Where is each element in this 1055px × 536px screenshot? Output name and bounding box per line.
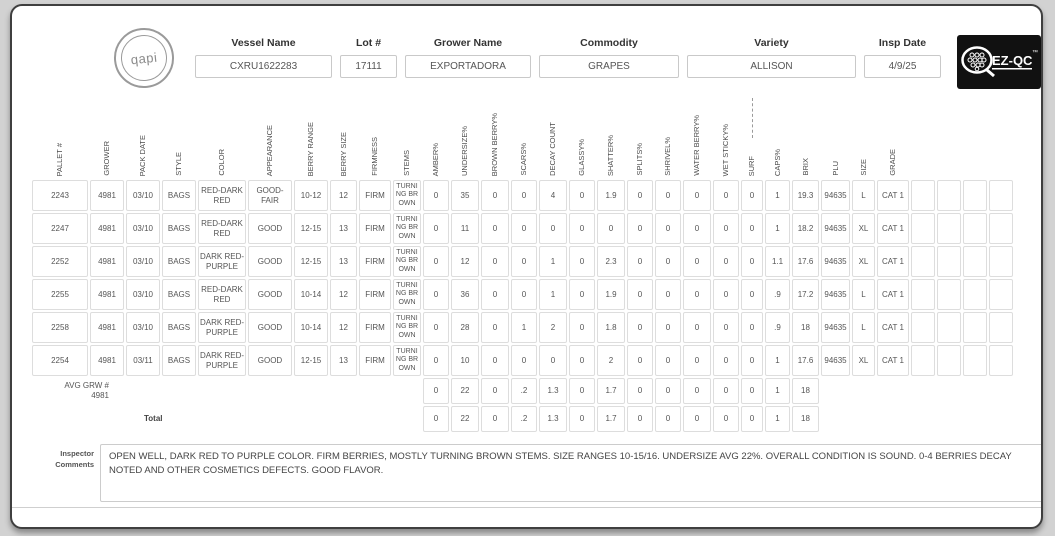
table-cell: DARK RED-PURPLE xyxy=(198,345,246,376)
table-cell: 2 xyxy=(539,312,567,343)
table-cell: 0 xyxy=(539,213,567,244)
table-cell: 0 xyxy=(569,378,595,404)
qapi-logo-text: qapi xyxy=(129,49,158,67)
column-header: FIRMNESS xyxy=(370,137,380,176)
field-label: Insp Date xyxy=(878,37,927,49)
table-cell: 0 xyxy=(481,279,509,310)
column-header xyxy=(911,92,935,178)
table-cell: FIRM xyxy=(359,246,391,277)
table-cell: CAT 1 xyxy=(877,246,909,277)
table-cell: 28 xyxy=(451,312,479,343)
table-cell: 0 xyxy=(569,213,595,244)
table-cell: RED-DARK RED xyxy=(198,180,246,211)
table-cell: 0 xyxy=(741,180,763,211)
table-cell xyxy=(911,279,935,310)
table-cell: L xyxy=(852,279,875,310)
field-lot-number xyxy=(340,37,397,78)
table-cell: FIRM xyxy=(359,180,391,211)
avg-row xyxy=(32,378,1013,404)
table-cell: 36 xyxy=(451,279,479,310)
field-value: EXPORTADORA xyxy=(405,55,531,78)
table-cell: 10-14 xyxy=(294,279,328,310)
total-row-label: Total xyxy=(144,414,163,424)
table-cell: BAGS xyxy=(162,279,196,310)
table-cell: 0 xyxy=(655,312,681,343)
table-cell: 10-14 xyxy=(294,312,328,343)
table-cell: XL xyxy=(852,345,875,376)
table-cell xyxy=(963,213,987,244)
table-cell: 0 xyxy=(511,279,537,310)
table-cell: FIRM xyxy=(359,345,391,376)
table-row xyxy=(32,180,1013,211)
column-header: STYLE xyxy=(174,152,184,176)
table-cell: 17.6 xyxy=(792,246,819,277)
table-cell: 1.9 xyxy=(597,180,625,211)
table-cell xyxy=(911,213,935,244)
table-cell: 2255 xyxy=(32,279,88,310)
table-cell: 94635 xyxy=(821,312,850,343)
table-cell xyxy=(989,279,1013,310)
column-header: APPEARANCE xyxy=(265,124,275,176)
table-cell xyxy=(911,345,935,376)
field-value: 4/9/25 xyxy=(864,55,941,78)
table-cell: 4981 xyxy=(90,312,124,343)
table-row xyxy=(32,345,1013,376)
field-value: CXRU1622283 xyxy=(195,55,332,78)
table-cell: GOOD xyxy=(248,312,292,343)
table-cell xyxy=(937,213,961,244)
field-value: ALLISON xyxy=(687,55,856,78)
table-cell: 03/10 xyxy=(126,180,160,211)
field-vessel-name xyxy=(195,37,332,78)
report-table xyxy=(30,90,1015,434)
table-cell: CAT 1 xyxy=(877,279,909,310)
table-cell: 2.3 xyxy=(597,246,625,277)
table-cell: 0 xyxy=(655,345,681,376)
column-header: SCARS% xyxy=(519,143,529,176)
column-header: UNDERSIZE% xyxy=(460,125,470,176)
table-cell: GOOD xyxy=(248,213,292,244)
table-cell: 2 xyxy=(597,345,625,376)
table-cell: 0 xyxy=(481,246,509,277)
table-cell: 4981 xyxy=(90,279,124,310)
table-cell: 0 xyxy=(741,213,763,244)
table-cell: 0 xyxy=(627,312,653,343)
table-cell xyxy=(963,345,987,376)
table-cell: 0 xyxy=(683,378,711,404)
column-header: PACK DATE xyxy=(138,134,148,176)
table-cell xyxy=(911,312,935,343)
table-cell: 0 xyxy=(511,213,537,244)
table-cell xyxy=(989,180,1013,211)
table-cell: TURNING BROWN xyxy=(393,213,421,244)
table-cell: BAGS xyxy=(162,345,196,376)
column-header: WET STICKY% xyxy=(721,123,731,176)
table-cell: 17.2 xyxy=(792,279,819,310)
table-cell: 12 xyxy=(451,246,479,277)
table-cell: 11 xyxy=(451,213,479,244)
comments-label xyxy=(28,449,94,470)
table-cell: 0 xyxy=(683,213,711,244)
table-cell: TURNING BROWN xyxy=(393,312,421,343)
table-cell: 0 xyxy=(627,213,653,244)
table-cell: 03/10 xyxy=(126,279,160,310)
table-cell: 03/10 xyxy=(126,312,160,343)
table-cell: 0 xyxy=(423,246,449,277)
table-cell: 0 xyxy=(539,345,567,376)
column-header: BERRY SIZE xyxy=(338,131,348,176)
table-cell: 0 xyxy=(655,180,681,211)
column-header: COLOR xyxy=(217,149,227,176)
table-cell: CAT 1 xyxy=(877,312,909,343)
table-cell: 0 xyxy=(569,246,595,277)
table-cell: 0 xyxy=(683,345,711,376)
table-cell: 0 xyxy=(481,213,509,244)
table-row xyxy=(32,246,1013,277)
table-cell xyxy=(989,312,1013,343)
table-cell: 0 xyxy=(569,406,595,432)
table-cell: .9 xyxy=(765,312,790,343)
table-cell: 2254 xyxy=(32,345,88,376)
field-value: GRAPES xyxy=(539,55,679,78)
table-cell: 1 xyxy=(539,246,567,277)
table-cell: 0 xyxy=(741,246,763,277)
table-cell: CAT 1 xyxy=(877,213,909,244)
table-cell: FIRM xyxy=(359,312,391,343)
table-cell xyxy=(963,246,987,277)
comments-label-line1: Inspector xyxy=(60,449,94,458)
table-cell: 94635 xyxy=(821,180,850,211)
column-header: STEMS xyxy=(402,150,412,176)
table-cell: 0 xyxy=(627,406,653,432)
dashed-divider xyxy=(752,98,753,138)
table-cell: 10 xyxy=(451,345,479,376)
ezqc-logo-text: EZ-QC xyxy=(992,53,1033,68)
table-cell: 0 xyxy=(423,279,449,310)
table-cell: 0 xyxy=(683,312,711,343)
table-cell: 1.1 xyxy=(765,246,790,277)
table-cell: 1 xyxy=(765,406,790,432)
table-cell: DARK RED-PURPLE xyxy=(198,312,246,343)
table-cell: 94635 xyxy=(821,345,850,376)
table-cell xyxy=(989,246,1013,277)
table-cell: 0 xyxy=(713,378,739,404)
column-header: PALLET # xyxy=(55,142,65,176)
table-row xyxy=(32,279,1013,310)
column-header: SIZE xyxy=(858,159,868,176)
table-cell: 0 xyxy=(713,345,739,376)
table-cell: XL xyxy=(852,213,875,244)
table-cell: 0 xyxy=(713,279,739,310)
table-cell: 4 xyxy=(539,180,567,211)
table-cell: BAGS xyxy=(162,312,196,343)
total-row xyxy=(32,406,1013,432)
table-cell: 18 xyxy=(792,312,819,343)
table-cell: CAT 1 xyxy=(877,345,909,376)
table-cell: 12 xyxy=(330,279,357,310)
table-cell: 0 xyxy=(481,312,509,343)
table-cell: 0 xyxy=(481,406,509,432)
field-value: 17111 xyxy=(340,55,397,78)
table-cell: 0 xyxy=(741,345,763,376)
column-header: SURF xyxy=(741,92,763,178)
field-insp-date xyxy=(864,37,941,78)
table-cell: GOOD xyxy=(248,279,292,310)
column-header: BROWN BERRY% xyxy=(490,112,500,176)
table-cell: 19.3 xyxy=(792,180,819,211)
table-cell: 13 xyxy=(330,345,357,376)
table-cell: GOOD xyxy=(248,246,292,277)
table-cell: FIRM xyxy=(359,279,391,310)
footer-divider xyxy=(12,507,1041,508)
table-cell: 94635 xyxy=(821,279,850,310)
table-cell: .9 xyxy=(765,279,790,310)
table-cell: 0 xyxy=(423,213,449,244)
table-cell: 0 xyxy=(713,312,739,343)
table-cell: 03/10 xyxy=(126,213,160,244)
column-header: CAPS% xyxy=(772,148,782,176)
table-cell: 0 xyxy=(569,180,595,211)
field-label: Grower Name xyxy=(433,37,503,49)
table-cell: 12 xyxy=(330,180,357,211)
column-header: WATER BERRY% xyxy=(692,115,702,176)
table-cell: 12 xyxy=(330,312,357,343)
table-cell: 0 xyxy=(511,345,537,376)
table-cell: 94635 xyxy=(821,213,850,244)
empty-cell xyxy=(821,406,1013,432)
table-cell: 0 xyxy=(569,312,595,343)
table-cell: L xyxy=(852,312,875,343)
table-cell: DARK RED-PURPLE xyxy=(198,246,246,277)
qapi-logo xyxy=(111,25,177,91)
ezqc-tm-mark: ™ xyxy=(1032,50,1038,56)
table-cell: 0 xyxy=(655,279,681,310)
table-wrapper xyxy=(30,90,1015,434)
column-header: BRIX xyxy=(800,158,810,176)
field-label: Variety xyxy=(754,37,789,49)
table-cell: .2 xyxy=(511,378,537,404)
table-cell: 0 xyxy=(683,246,711,277)
table-cell: 0 xyxy=(511,246,537,277)
table-cell: 0 xyxy=(597,213,625,244)
table-cell: 4981 xyxy=(90,213,124,244)
table-cell: 1 xyxy=(765,180,790,211)
table-cell: .2 xyxy=(511,406,537,432)
table-cell: 13 xyxy=(330,213,357,244)
avg-row-label: AVG GRW # 4981 xyxy=(64,381,109,400)
column-header: GRADE xyxy=(888,149,898,176)
table-cell: 1 xyxy=(765,213,790,244)
table-cell: 0 xyxy=(741,312,763,343)
table-cell: 0 xyxy=(423,406,449,432)
field-variety xyxy=(687,37,856,78)
table-cell: 0 xyxy=(423,345,449,376)
field-label: Lot # xyxy=(355,37,382,49)
table-cell: 1.7 xyxy=(597,378,625,404)
table-cell: 03/11 xyxy=(126,345,160,376)
table-cell xyxy=(963,279,987,310)
table-cell: 1.8 xyxy=(597,312,625,343)
column-header: DECAY COUNT xyxy=(548,122,558,176)
table-cell: L xyxy=(852,180,875,211)
table-cell: 0 xyxy=(627,279,653,310)
column-header: GLASSY% xyxy=(577,139,587,176)
table-cell: 4981 xyxy=(90,246,124,277)
table-cell: TURNING BROWN xyxy=(393,180,421,211)
table-cell: 22 xyxy=(451,378,479,404)
table-cell: 0 xyxy=(627,378,653,404)
table-cell: 1 xyxy=(511,312,537,343)
table-cell: 17.6 xyxy=(792,345,819,376)
table-cell: CAT 1 xyxy=(877,180,909,211)
table-cell xyxy=(937,312,961,343)
table-cell: 03/10 xyxy=(126,246,160,277)
table-cell: 0 xyxy=(655,213,681,244)
table-cell: 12-15 xyxy=(294,345,328,376)
grape-icon xyxy=(959,38,1039,86)
column-header: PLU xyxy=(830,161,840,176)
table-cell: 0 xyxy=(569,345,595,376)
table-cell: 18 xyxy=(792,406,819,432)
table-cell xyxy=(937,345,961,376)
table-cell: 1.3 xyxy=(539,406,567,432)
table-cell: RED-DARK RED xyxy=(198,279,246,310)
column-header: AMBER% xyxy=(431,142,441,176)
field-grower-name xyxy=(405,37,531,78)
table-cell xyxy=(963,312,987,343)
column-header xyxy=(963,92,987,178)
table-cell: 18 xyxy=(792,378,819,404)
table-cell xyxy=(937,279,961,310)
table-cell: 22 xyxy=(451,406,479,432)
table-cell: 1.7 xyxy=(597,406,625,432)
table-cell: 35 xyxy=(451,180,479,211)
table-cell: 0 xyxy=(423,180,449,211)
table-cell: 2258 xyxy=(32,312,88,343)
table-cell xyxy=(937,246,961,277)
header-row xyxy=(32,92,1013,178)
table-row xyxy=(32,213,1013,244)
table-cell: 1 xyxy=(539,279,567,310)
table-cell xyxy=(989,345,1013,376)
table-cell xyxy=(937,180,961,211)
column-header: GROWER xyxy=(102,141,112,176)
empty-cell xyxy=(821,378,1013,404)
table-cell: 0 xyxy=(569,279,595,310)
table-cell: 0 xyxy=(713,406,739,432)
table-cell: 0 xyxy=(713,246,739,277)
table-cell: 0 xyxy=(713,213,739,244)
table-cell: 0 xyxy=(481,345,509,376)
table-cell: 0 xyxy=(741,406,763,432)
table-cell xyxy=(911,246,935,277)
column-header: SHRIVEL% xyxy=(663,137,673,176)
table-cell: GOOD-FAIR xyxy=(248,180,292,211)
table-cell: 0 xyxy=(683,180,711,211)
table-cell: 0 xyxy=(683,406,711,432)
qapi-logo-ring xyxy=(119,33,170,84)
table-cell: 0 xyxy=(683,279,711,310)
report-card xyxy=(10,4,1043,529)
table-cell: 2252 xyxy=(32,246,88,277)
table-cell xyxy=(911,180,935,211)
ezqc-logo xyxy=(957,35,1041,89)
table-cell: 13 xyxy=(330,246,357,277)
table-cell: 0 xyxy=(511,180,537,211)
table-cell: TURNING BROWN xyxy=(393,246,421,277)
column-header: SPLITS% xyxy=(635,143,645,176)
table-cell: 12-15 xyxy=(294,246,328,277)
table-cell: BAGS xyxy=(162,246,196,277)
table-cell: TURNING BROWN xyxy=(393,345,421,376)
table-cell: 1.9 xyxy=(597,279,625,310)
table-cell: GOOD xyxy=(248,345,292,376)
table-cell: 1 xyxy=(765,345,790,376)
table-cell: 0 xyxy=(655,406,681,432)
table-cell: 18.2 xyxy=(792,213,819,244)
field-label: Vessel Name xyxy=(231,37,296,49)
table-cell: 0 xyxy=(655,378,681,404)
field-commodity xyxy=(539,37,679,78)
table-cell: 2247 xyxy=(32,213,88,244)
table-cell: 0 xyxy=(627,246,653,277)
table-cell xyxy=(989,213,1013,244)
table-cell: 0 xyxy=(741,378,763,404)
table-cell: 0 xyxy=(423,378,449,404)
table-cell: FIRM xyxy=(359,213,391,244)
table-cell: 0 xyxy=(713,180,739,211)
table-cell: 4981 xyxy=(90,345,124,376)
table-cell: 12-15 xyxy=(294,213,328,244)
table-row xyxy=(32,312,1013,343)
table-cell: 0 xyxy=(627,345,653,376)
field-label: Commodity xyxy=(580,37,638,49)
table-cell xyxy=(963,180,987,211)
table-cell: 4981 xyxy=(90,180,124,211)
column-header xyxy=(989,92,1013,178)
table-cell: 0 xyxy=(423,312,449,343)
table-cell: 0 xyxy=(481,378,509,404)
table-cell: 2243 xyxy=(32,180,88,211)
column-header: BERRY RANGE xyxy=(306,121,316,176)
column-header: SHATTER% xyxy=(606,134,616,176)
table-cell: 0 xyxy=(481,180,509,211)
table-cell: 0 xyxy=(627,180,653,211)
table-cell: 0 xyxy=(655,246,681,277)
table-cell: 1 xyxy=(765,378,790,404)
table-cell: 0 xyxy=(741,279,763,310)
table-cell: BAGS xyxy=(162,213,196,244)
table-cell: 10-12 xyxy=(294,180,328,211)
table-cell: 94635 xyxy=(821,246,850,277)
comments-text: OPEN WELL, DARK RED TO PURPLE COLOR. FIRM BERRIES, MOSTLY TURNING BROWN STEMS. SIZE RANGES 10-15/16. UNDERSIZE AVG 22%. OVERALL CONDITION IS SOUND. 0-4 BERRIES DECAY NOTED AND OTHER COSMETICS DEFECTS. GOOD FLAVOR. xyxy=(100,444,1043,502)
column-header xyxy=(937,92,961,178)
comments-label-line2: Comments xyxy=(55,459,94,469)
table-cell: TURNING BROWN xyxy=(393,279,421,310)
table-cell: BAGS xyxy=(162,180,196,211)
table-cell: 1.3 xyxy=(539,378,567,404)
table-cell: RED-DARK RED xyxy=(198,213,246,244)
table-cell: XL xyxy=(852,246,875,277)
